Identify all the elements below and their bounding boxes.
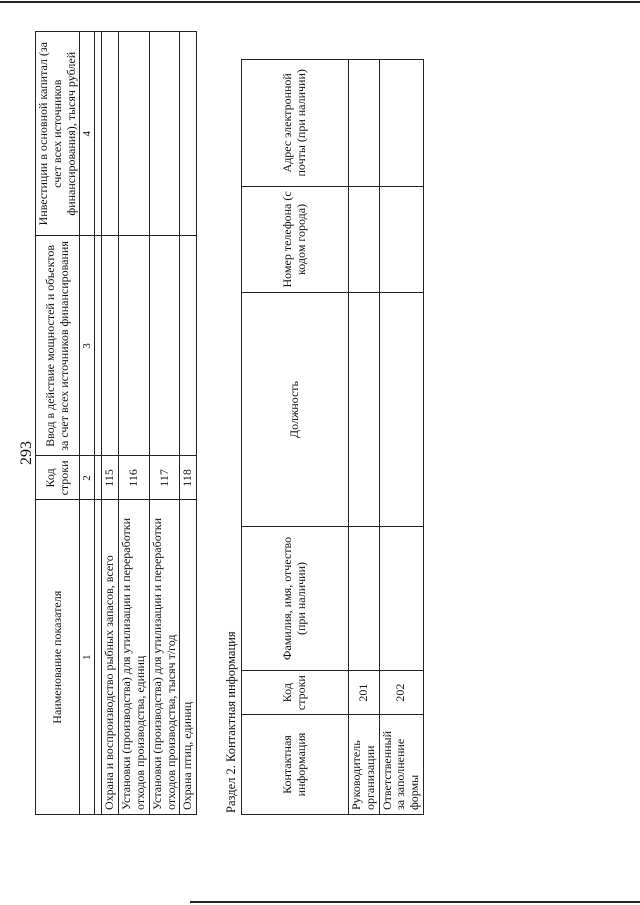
email-field[interactable] bbox=[349, 60, 380, 187]
indicators-table bbox=[35, 31, 197, 815]
table-row bbox=[149, 32, 180, 815]
full-name-field[interactable] bbox=[349, 526, 380, 670]
capacity-input-value[interactable] bbox=[180, 236, 197, 456]
column-number: 2 bbox=[80, 456, 95, 500]
header-phone: Номер телефона (с кодом города) bbox=[242, 186, 349, 293]
row-code: 201 bbox=[349, 671, 380, 715]
header-position: Должность bbox=[242, 293, 349, 527]
page-number: 293 bbox=[18, 441, 35, 465]
empty-cell bbox=[95, 32, 102, 236]
table-row bbox=[180, 32, 197, 815]
row-code: 115 bbox=[102, 456, 119, 500]
investment-value[interactable] bbox=[102, 32, 119, 236]
full-name-field[interactable] bbox=[379, 526, 423, 670]
column-number: 4 bbox=[80, 32, 95, 236]
capacity-input-value[interactable] bbox=[119, 236, 150, 456]
contact-label: Ответственный за заполнение формы bbox=[379, 715, 423, 815]
investment-value[interactable] bbox=[119, 32, 150, 236]
capacity-input-value[interactable] bbox=[102, 236, 119, 456]
header-capacity-input: Ввод в действие мощностей и объектов за счет всех источников финансирования bbox=[36, 236, 80, 456]
contact-label: Руководитель организации bbox=[349, 715, 380, 815]
empty-cell bbox=[95, 236, 102, 456]
phone-field[interactable] bbox=[349, 186, 380, 293]
indicator-name: Установки (производства) для утилизации и переработки отходов производства, единиц bbox=[119, 500, 150, 815]
column-number: 3 bbox=[80, 236, 95, 456]
phone-field[interactable] bbox=[379, 186, 423, 293]
header-full-name: Фамилия, имя, отчество (при наличии) bbox=[242, 526, 349, 670]
header-row-code: Код строки bbox=[242, 671, 349, 715]
header-indicator-name: Наименование показателя bbox=[36, 500, 80, 815]
table2-header-row bbox=[242, 60, 349, 815]
contact-info-table bbox=[241, 59, 424, 815]
header-contact-info: Контактная информация bbox=[242, 715, 349, 815]
empty-cell bbox=[95, 500, 102, 815]
capacity-input-value[interactable] bbox=[149, 236, 180, 456]
table-row bbox=[119, 32, 150, 815]
empty-cell bbox=[95, 456, 102, 500]
table1-column-numbers bbox=[80, 32, 95, 815]
table1-header-row bbox=[36, 32, 80, 815]
investment-value[interactable] bbox=[180, 32, 197, 236]
column-number: 1 bbox=[80, 500, 95, 815]
table-row bbox=[349, 60, 380, 815]
indicator-name: Охрана птиц, единиц bbox=[180, 500, 197, 815]
row-code: 202 bbox=[379, 671, 423, 715]
header-row-code: Код строки bbox=[36, 456, 80, 500]
investment-value[interactable] bbox=[149, 32, 180, 236]
row-code: 116 bbox=[119, 456, 150, 500]
table-row bbox=[379, 60, 423, 815]
email-field[interactable] bbox=[379, 60, 423, 187]
header-investment: Инвестиции в основной капитал (за счет всех источников финансирования), тысяч рублей bbox=[36, 32, 80, 236]
indicator-name: Охрана и воспроизводство рыбных запасов, всего bbox=[102, 500, 119, 815]
table-row bbox=[102, 32, 119, 815]
row-code: 117 bbox=[149, 456, 180, 500]
indicator-name: Установки (производства) для утилизации и переработки отходов производства, тысяч т/год bbox=[149, 500, 180, 815]
table-row bbox=[95, 32, 102, 815]
section-2-title: Раздел 2. Контактная информация bbox=[224, 631, 238, 813]
position-field[interactable] bbox=[379, 293, 423, 527]
row-code: 118 bbox=[180, 456, 197, 500]
position-field[interactable] bbox=[349, 293, 380, 527]
header-email: Адрес электронной почты (при наличии) bbox=[242, 60, 349, 187]
